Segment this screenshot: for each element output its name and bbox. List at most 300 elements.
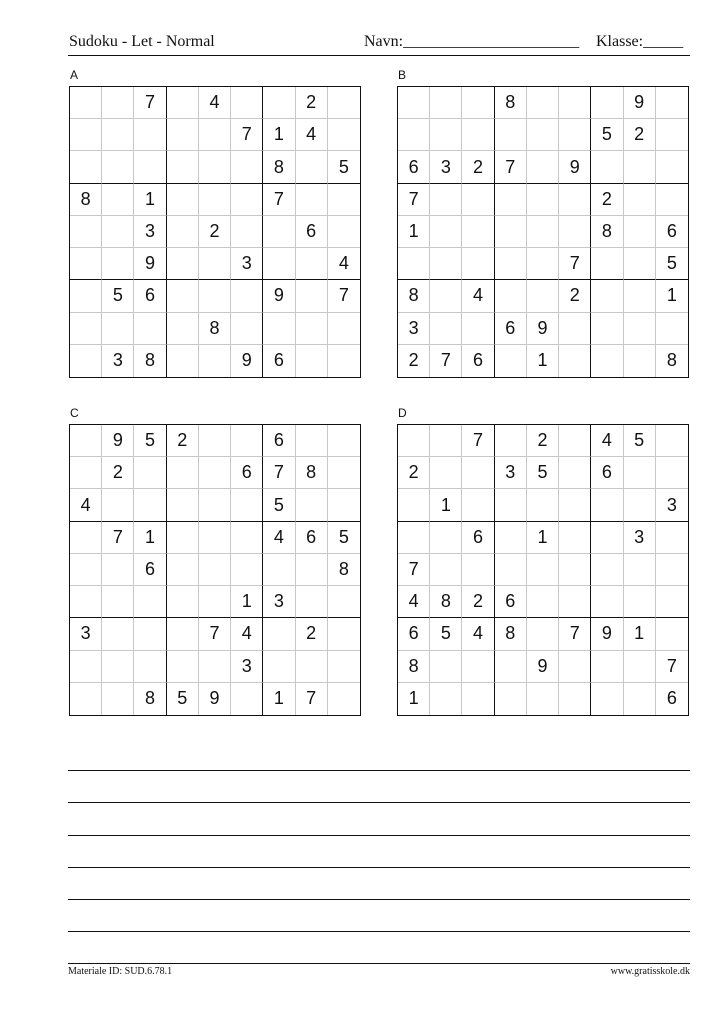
sudoku-cell[interactable] xyxy=(462,313,494,345)
sudoku-cell[interactable] xyxy=(102,313,134,345)
sudoku-cell[interactable]: 8 xyxy=(70,184,102,216)
sudoku-cell[interactable] xyxy=(527,489,559,521)
sudoku-cell[interactable]: 3 xyxy=(134,216,166,248)
sudoku-cell[interactable]: 7 xyxy=(430,345,462,377)
sudoku-cell[interactable]: 8 xyxy=(666,350,677,371)
sudoku-cell[interactable] xyxy=(296,489,328,521)
sudoku-cell[interactable]: 1 xyxy=(263,119,295,151)
sudoku-cell[interactable]: 4 xyxy=(296,119,328,151)
sudoku-cell[interactable] xyxy=(167,184,199,216)
sudoku-cell[interactable] xyxy=(296,586,328,618)
sudoku-cell[interactable] xyxy=(70,248,102,280)
sudoku-cell[interactable] xyxy=(559,683,591,715)
sudoku-cell[interactable] xyxy=(328,489,360,521)
sudoku-cell[interactable]: 8 xyxy=(296,457,328,489)
sudoku-cell[interactable] xyxy=(527,618,559,650)
sudoku-cell[interactable] xyxy=(328,184,360,216)
sudoku-cell[interactable]: 5 xyxy=(134,425,166,457)
sudoku-cell[interactable] xyxy=(231,313,263,345)
sudoku-cell[interactable] xyxy=(559,216,591,248)
sudoku-cell[interactable]: 4 xyxy=(591,425,623,457)
sudoku-cell[interactable] xyxy=(591,280,623,312)
sudoku-cell[interactable] xyxy=(263,87,295,119)
sudoku-cell[interactable] xyxy=(656,184,688,216)
sudoku-cell[interactable] xyxy=(430,522,462,554)
sudoku-cell[interactable] xyxy=(328,683,360,715)
sudoku-cell[interactable] xyxy=(559,586,591,618)
sudoku-cell[interactable] xyxy=(70,683,102,715)
sudoku-cell[interactable] xyxy=(328,586,360,618)
sudoku-cell[interactable] xyxy=(167,216,199,248)
sudoku-cell[interactable] xyxy=(591,586,623,618)
sudoku-cell[interactable] xyxy=(199,151,231,183)
sudoku-cell[interactable] xyxy=(328,313,360,345)
sudoku-cell[interactable]: 7 xyxy=(495,151,527,183)
sudoku-cell[interactable]: 7 xyxy=(462,425,494,457)
sudoku-cell[interactable] xyxy=(624,683,656,715)
sudoku-cell[interactable] xyxy=(70,586,102,618)
sudoku-cell[interactable] xyxy=(559,313,591,345)
sudoku-cell[interactable] xyxy=(102,618,134,650)
sudoku-cell[interactable] xyxy=(70,651,102,683)
sudoku-cell[interactable] xyxy=(70,522,102,554)
sudoku-cell[interactable] xyxy=(296,184,328,216)
sudoku-cell[interactable] xyxy=(430,425,462,457)
sudoku-cell[interactable] xyxy=(430,457,462,489)
sudoku-cell[interactable]: 4 xyxy=(398,586,430,618)
sudoku-cell[interactable]: 4 xyxy=(70,489,102,521)
sudoku-cell[interactable] xyxy=(624,313,656,345)
sudoku-cell[interactable] xyxy=(656,618,688,650)
sudoku-cell[interactable] xyxy=(656,586,688,618)
sudoku-cell[interactable] xyxy=(591,345,623,377)
sudoku-cell[interactable] xyxy=(527,184,559,216)
sudoku-cell[interactable] xyxy=(70,457,102,489)
sudoku-cell[interactable] xyxy=(167,586,199,618)
sudoku-cell[interactable]: 9 xyxy=(263,280,295,312)
sudoku-cell[interactable]: 4 xyxy=(231,618,263,650)
sudoku-cell[interactable] xyxy=(263,651,295,683)
sudoku-cell[interactable] xyxy=(430,87,462,119)
sudoku-cell[interactable] xyxy=(559,489,591,521)
sudoku-cell[interactable] xyxy=(296,554,328,586)
sudoku-cell[interactable]: 5 xyxy=(263,489,295,521)
sudoku-cell[interactable] xyxy=(231,280,263,312)
sudoku-cell[interactable] xyxy=(462,87,494,119)
sudoku-cell[interactable]: 6 xyxy=(495,313,527,345)
sudoku-cell[interactable]: 5 xyxy=(102,280,134,312)
sudoku-cell[interactable] xyxy=(462,184,494,216)
sudoku-cell[interactable]: 3 xyxy=(263,586,295,618)
sudoku-cell[interactable] xyxy=(656,457,688,489)
sudoku-cell[interactable] xyxy=(296,280,328,312)
sudoku-cell[interactable] xyxy=(624,554,656,586)
sudoku-cell[interactable]: 8 xyxy=(591,216,623,248)
sudoku-cell[interactable]: 9 xyxy=(591,618,623,650)
sudoku-cell[interactable]: 7 xyxy=(231,119,263,151)
sudoku-cell[interactable] xyxy=(495,280,527,312)
sudoku-cell[interactable] xyxy=(263,216,295,248)
sudoku-cell[interactable] xyxy=(102,683,134,715)
sudoku-cell[interactable] xyxy=(231,87,263,119)
sudoku-cell[interactable]: 8 xyxy=(398,651,430,683)
sudoku-cell[interactable]: 2 xyxy=(462,151,494,183)
sudoku-cell[interactable] xyxy=(70,216,102,248)
sudoku-cell[interactable] xyxy=(398,425,430,457)
sudoku-cell[interactable] xyxy=(70,280,102,312)
sudoku-cell[interactable] xyxy=(231,151,263,183)
sudoku-cell[interactable] xyxy=(656,87,688,119)
sudoku-cell[interactable]: 6 xyxy=(263,345,295,377)
sudoku-cell[interactable]: 9 xyxy=(199,683,231,715)
sudoku-cell[interactable] xyxy=(656,313,688,345)
website-link[interactable]: www.gratisskole.dk xyxy=(610,966,690,977)
sudoku-cell[interactable] xyxy=(527,280,559,312)
sudoku-cell[interactable] xyxy=(167,651,199,683)
sudoku-cell[interactable] xyxy=(102,586,134,618)
sudoku-cell[interactable]: 2 xyxy=(199,216,231,248)
sudoku-cell[interactable] xyxy=(462,457,494,489)
sudoku-cell[interactable] xyxy=(102,216,134,248)
sudoku-cell[interactable] xyxy=(328,216,360,248)
sudoku-cell[interactable] xyxy=(527,216,559,248)
sudoku-cell[interactable] xyxy=(527,119,559,151)
sudoku-cell[interactable]: 9 xyxy=(527,313,559,345)
sudoku-cell[interactable]: 7 xyxy=(296,683,328,715)
sudoku-cell[interactable]: 6 xyxy=(263,425,295,457)
sudoku-cell[interactable] xyxy=(398,248,430,280)
sudoku-cell[interactable] xyxy=(398,522,430,554)
sudoku-cell[interactable] xyxy=(134,151,166,183)
sudoku-cell[interactable] xyxy=(430,216,462,248)
sudoku-cell[interactable] xyxy=(70,119,102,151)
sudoku-cell[interactable] xyxy=(559,457,591,489)
sudoku-cell[interactable]: 2 xyxy=(398,345,430,377)
sudoku-cell[interactable]: 2 xyxy=(624,119,656,151)
sudoku-cell[interactable] xyxy=(656,425,688,457)
sudoku-cell[interactable]: 5 xyxy=(167,683,199,715)
sudoku-cell[interactable]: 2 xyxy=(102,457,134,489)
sudoku-cell[interactable] xyxy=(656,119,688,151)
sudoku-cell[interactable]: 6 xyxy=(495,586,527,618)
sudoku-cell[interactable]: 5 xyxy=(527,457,559,489)
sudoku-cell[interactable]: 1 xyxy=(430,489,462,521)
sudoku-cell[interactable] xyxy=(430,313,462,345)
sudoku-cell[interactable]: 3 xyxy=(495,457,527,489)
sudoku-cell[interactable]: 7 xyxy=(398,184,430,216)
sudoku-cell[interactable]: 6 xyxy=(462,522,494,554)
sudoku-cell[interactable] xyxy=(624,248,656,280)
sudoku-cell[interactable]: 7 xyxy=(559,618,591,650)
sudoku-cell[interactable] xyxy=(70,151,102,183)
sudoku-cell[interactable] xyxy=(527,151,559,183)
sudoku-cell[interactable] xyxy=(263,313,295,345)
sudoku-cell[interactable] xyxy=(328,457,360,489)
sudoku-cell[interactable] xyxy=(591,522,623,554)
sudoku-cell[interactable] xyxy=(591,554,623,586)
sudoku-cell[interactable] xyxy=(495,248,527,280)
sudoku-cell[interactable]: 6 xyxy=(591,457,623,489)
sudoku-cell[interactable] xyxy=(591,683,623,715)
sudoku-cell[interactable]: 6 xyxy=(231,457,263,489)
sudoku-cell[interactable] xyxy=(134,119,166,151)
sudoku-cell[interactable]: 1 xyxy=(527,345,559,377)
sudoku-cell[interactable]: 9 xyxy=(559,151,591,183)
sudoku-cell[interactable]: 1 xyxy=(398,216,430,248)
sudoku-cell[interactable] xyxy=(624,280,656,312)
sudoku-cell[interactable]: 6 xyxy=(296,522,328,554)
sudoku-cell[interactable] xyxy=(134,489,166,521)
sudoku-cell[interactable] xyxy=(430,248,462,280)
sudoku-cell[interactable]: 3 xyxy=(231,651,263,683)
sudoku-cell[interactable] xyxy=(263,618,295,650)
sudoku-cell[interactable] xyxy=(231,184,263,216)
sudoku-cell[interactable]: 2 xyxy=(167,425,199,457)
sudoku-cell[interactable] xyxy=(328,425,360,457)
sudoku-cell[interactable] xyxy=(263,554,295,586)
sudoku-cell[interactable] xyxy=(102,248,134,280)
sudoku-cell[interactable]: 7 xyxy=(559,248,591,280)
sudoku-cell[interactable] xyxy=(462,651,494,683)
sudoku-cell[interactable] xyxy=(656,151,688,183)
sudoku-cell[interactable] xyxy=(102,489,134,521)
sudoku-cell[interactable]: 6 xyxy=(134,280,166,312)
sudoku-cell[interactable]: 5 xyxy=(328,522,360,554)
sudoku-cell[interactable] xyxy=(296,248,328,280)
sudoku-cell[interactable] xyxy=(199,248,231,280)
sudoku-cell[interactable]: 1 xyxy=(134,184,166,216)
sudoku-cell[interactable] xyxy=(263,248,295,280)
sudoku-cell[interactable]: 4 xyxy=(462,618,494,650)
sudoku-cell[interactable] xyxy=(495,522,527,554)
sudoku-cell[interactable]: 6 xyxy=(296,216,328,248)
sudoku-cell[interactable] xyxy=(199,184,231,216)
sudoku-cell[interactable]: 2 xyxy=(559,280,591,312)
sudoku-cell[interactable]: 8 xyxy=(199,313,231,345)
sudoku-cell[interactable] xyxy=(199,522,231,554)
sudoku-cell[interactable] xyxy=(495,554,527,586)
sudoku-cell[interactable]: 6 xyxy=(462,345,494,377)
sudoku-cell[interactable] xyxy=(624,651,656,683)
sudoku-cell[interactable] xyxy=(134,651,166,683)
sudoku-cell[interactable] xyxy=(624,457,656,489)
sudoku-cell[interactable] xyxy=(462,489,494,521)
sudoku-cell[interactable] xyxy=(296,151,328,183)
sudoku-cell[interactable] xyxy=(328,618,360,650)
sudoku-cell[interactable]: 6 xyxy=(398,151,430,183)
sudoku-cell[interactable] xyxy=(398,87,430,119)
sudoku-cell[interactable] xyxy=(495,216,527,248)
sudoku-cell[interactable]: 8 xyxy=(134,345,166,377)
sudoku-cell[interactable] xyxy=(328,87,360,119)
sudoku-cell[interactable]: 6 xyxy=(666,688,677,709)
sudoku-cell[interactable] xyxy=(134,586,166,618)
sudoku-cell[interactable]: 5 xyxy=(624,425,656,457)
sudoku-cell[interactable]: 5 xyxy=(328,151,360,183)
sudoku-cell[interactable] xyxy=(199,119,231,151)
sudoku-cell[interactable]: 3 xyxy=(70,618,102,650)
sudoku-cell[interactable] xyxy=(102,554,134,586)
sudoku-cell[interactable] xyxy=(656,522,688,554)
sudoku-cell[interactable] xyxy=(167,313,199,345)
sudoku-cell[interactable] xyxy=(167,457,199,489)
sudoku-cell[interactable]: 6 xyxy=(398,618,430,650)
sudoku-cell[interactable] xyxy=(167,248,199,280)
sudoku-cell[interactable] xyxy=(231,216,263,248)
sudoku-cell[interactable]: 1 xyxy=(134,522,166,554)
sudoku-cell[interactable]: 2 xyxy=(398,457,430,489)
sudoku-cell[interactable]: 5 xyxy=(591,119,623,151)
sudoku-cell[interactable] xyxy=(624,184,656,216)
sudoku-cell[interactable]: 8 xyxy=(430,586,462,618)
sudoku-cell[interactable]: 8 xyxy=(328,554,360,586)
sudoku-cell[interactable] xyxy=(591,151,623,183)
sudoku-cell[interactable]: 6 xyxy=(134,554,166,586)
sudoku-cell[interactable]: 1 xyxy=(398,683,430,715)
sudoku-cell[interactable] xyxy=(328,119,360,151)
sudoku-cell[interactable]: 8 xyxy=(263,151,295,183)
sudoku-cell[interactable] xyxy=(462,554,494,586)
sudoku-cell[interactable] xyxy=(231,554,263,586)
sudoku-cell[interactable] xyxy=(167,280,199,312)
sudoku-cell[interactable] xyxy=(430,119,462,151)
sudoku-cell[interactable]: 2 xyxy=(591,184,623,216)
sudoku-cell[interactable] xyxy=(296,651,328,683)
sudoku-cell[interactable] xyxy=(527,87,559,119)
sudoku-cell[interactable]: 7 xyxy=(263,457,295,489)
sudoku-cell[interactable]: 9 xyxy=(102,425,134,457)
sudoku-cell[interactable] xyxy=(199,425,231,457)
sudoku-cell[interactable] xyxy=(70,345,102,377)
sudoku-cell[interactable] xyxy=(296,425,328,457)
sudoku-cell[interactable] xyxy=(167,345,199,377)
sudoku-cell[interactable]: 1 xyxy=(263,683,295,715)
sudoku-cell[interactable] xyxy=(199,554,231,586)
sudoku-cell[interactable]: 1 xyxy=(624,618,656,650)
sudoku-cell[interactable] xyxy=(199,489,231,521)
sudoku-cell[interactable] xyxy=(231,425,263,457)
sudoku-cell[interactable] xyxy=(559,554,591,586)
sudoku-cell[interactable] xyxy=(167,618,199,650)
sudoku-cell[interactable]: 3 xyxy=(102,345,134,377)
sudoku-cell[interactable] xyxy=(398,489,430,521)
sudoku-cell[interactable] xyxy=(167,87,199,119)
sudoku-cell[interactable]: 8 xyxy=(495,87,527,119)
sudoku-cell[interactable]: 1 xyxy=(527,522,559,554)
sudoku-cell[interactable]: 7 xyxy=(263,184,295,216)
sudoku-cell[interactable] xyxy=(70,313,102,345)
sudoku-cell[interactable] xyxy=(624,216,656,248)
sudoku-cell[interactable] xyxy=(134,618,166,650)
sudoku-cell[interactable]: 3 xyxy=(231,248,263,280)
sudoku-cell[interactable]: 2 xyxy=(527,425,559,457)
sudoku-cell[interactable] xyxy=(591,313,623,345)
sudoku-cell[interactable]: 9 xyxy=(231,345,263,377)
sudoku-cell[interactable] xyxy=(527,554,559,586)
sudoku-cell[interactable] xyxy=(398,119,430,151)
sudoku-cell[interactable] xyxy=(559,522,591,554)
sudoku-cell[interactable] xyxy=(199,586,231,618)
sudoku-cell[interactable] xyxy=(495,425,527,457)
sudoku-cell[interactable]: 9 xyxy=(134,248,166,280)
sudoku-cell[interactable] xyxy=(70,425,102,457)
sudoku-cell[interactable] xyxy=(559,184,591,216)
sudoku-cell[interactable] xyxy=(199,280,231,312)
sudoku-cell[interactable]: 3 xyxy=(398,313,430,345)
sudoku-cell[interactable] xyxy=(102,87,134,119)
sudoku-cell[interactable] xyxy=(70,87,102,119)
sudoku-cell[interactable]: 2 xyxy=(296,87,328,119)
sudoku-cell[interactable]: 4 xyxy=(462,280,494,312)
sudoku-cell[interactable] xyxy=(495,345,527,377)
sudoku-cell[interactable] xyxy=(462,216,494,248)
sudoku-cell[interactable] xyxy=(495,119,527,151)
sudoku-cell[interactable]: 3 xyxy=(656,489,688,521)
sudoku-cell[interactable]: 7 xyxy=(199,618,231,650)
sudoku-cell[interactable] xyxy=(134,313,166,345)
sudoku-cell[interactable] xyxy=(328,345,360,377)
sudoku-cell[interactable] xyxy=(462,683,494,715)
sudoku-cell[interactable] xyxy=(430,683,462,715)
sudoku-cell[interactable] xyxy=(102,151,134,183)
sudoku-cell[interactable]: 5 xyxy=(430,618,462,650)
sudoku-cell[interactable] xyxy=(527,586,559,618)
sudoku-cell[interactable]: 3 xyxy=(624,522,656,554)
sudoku-cell[interactable]: 7 xyxy=(328,280,360,312)
sudoku-cell[interactable] xyxy=(559,87,591,119)
sudoku-cell[interactable]: 8 xyxy=(134,683,166,715)
sudoku-cell[interactable] xyxy=(527,683,559,715)
sudoku-cell[interactable] xyxy=(591,489,623,521)
sudoku-cell[interactable] xyxy=(559,345,591,377)
sudoku-cell[interactable] xyxy=(624,345,656,377)
sudoku-cell[interactable] xyxy=(199,457,231,489)
sudoku-cell[interactable]: 8 xyxy=(398,280,430,312)
sudoku-cell[interactable] xyxy=(328,651,360,683)
sudoku-cell[interactable] xyxy=(134,457,166,489)
sudoku-cell[interactable] xyxy=(624,151,656,183)
sudoku-cell[interactable]: 7 xyxy=(398,554,430,586)
sudoku-cell[interactable]: 6 xyxy=(656,216,688,248)
sudoku-cell[interactable] xyxy=(430,184,462,216)
sudoku-cell[interactable] xyxy=(102,651,134,683)
sudoku-cell[interactable] xyxy=(199,651,231,683)
sudoku-cell[interactable]: 2 xyxy=(296,618,328,650)
sudoku-cell[interactable]: 3 xyxy=(430,151,462,183)
sudoku-cell[interactable] xyxy=(167,489,199,521)
sudoku-cell[interactable]: 1 xyxy=(231,586,263,618)
sudoku-cell[interactable] xyxy=(430,651,462,683)
sudoku-cell[interactable] xyxy=(102,184,134,216)
sudoku-cell[interactable] xyxy=(167,119,199,151)
sudoku-cell[interactable] xyxy=(231,489,263,521)
sudoku-cell[interactable]: 4 xyxy=(263,522,295,554)
sudoku-cell[interactable] xyxy=(527,248,559,280)
sudoku-cell[interactable] xyxy=(591,248,623,280)
sudoku-cell[interactable] xyxy=(167,522,199,554)
sudoku-cell[interactable] xyxy=(167,151,199,183)
sudoku-cell[interactable] xyxy=(624,586,656,618)
sudoku-cell[interactable]: 9 xyxy=(527,651,559,683)
sudoku-cell[interactable] xyxy=(199,345,231,377)
sudoku-cell[interactable] xyxy=(559,119,591,151)
sudoku-cell[interactable] xyxy=(656,554,688,586)
sudoku-cell[interactable] xyxy=(559,425,591,457)
sudoku-cell[interactable]: 5 xyxy=(656,248,688,280)
sudoku-cell[interactable] xyxy=(430,280,462,312)
sudoku-cell[interactable]: 4 xyxy=(199,87,231,119)
sudoku-cell[interactable] xyxy=(231,522,263,554)
